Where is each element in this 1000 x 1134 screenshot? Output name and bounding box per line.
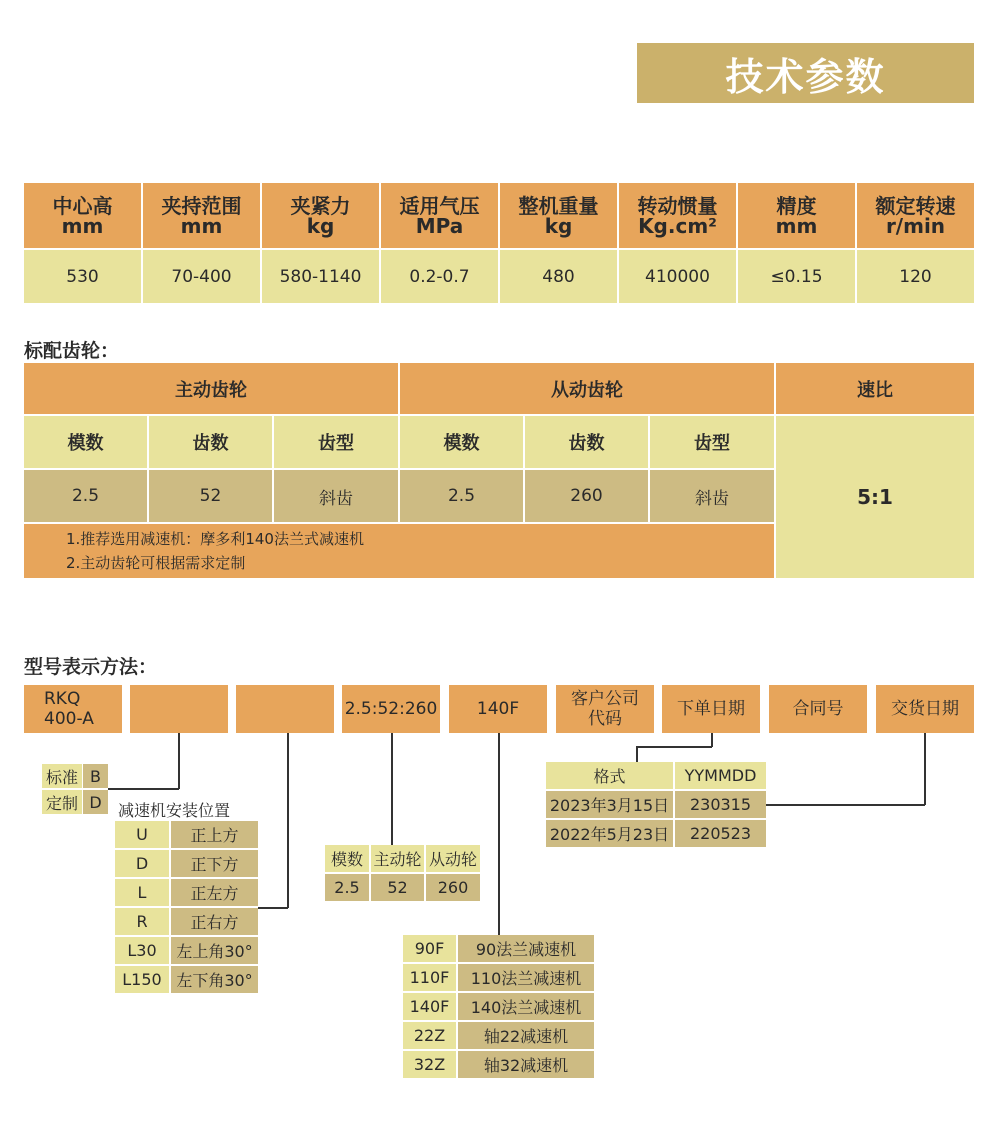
std-label: 定制 <box>42 790 82 814</box>
gear-sub-header: 齿型 <box>274 416 398 468</box>
gear-sub-header: 模数 <box>400 416 523 468</box>
spec-header-rated-speed: 额定转速 r/min <box>857 183 974 248</box>
spec-value: ≤0.15 <box>738 250 855 303</box>
reducer-code: 22Z <box>403 1022 456 1049</box>
model-box-series: RKQ 400-A <box>24 685 122 733</box>
gear-table <box>24 363 974 578</box>
model-box-delivery-date: 交货日期 <box>876 685 974 733</box>
connector-line <box>391 733 393 845</box>
spec-value: 480 <box>500 250 617 303</box>
model-section-label: 型号表示方法： <box>24 656 158 678</box>
mount-desc: 正左方 <box>171 879 258 906</box>
ratio-header: 速比 <box>776 363 974 414</box>
model-box-contract-no: 合同号 <box>769 685 867 733</box>
connector-line <box>636 746 638 762</box>
gear-notes <box>24 524 774 578</box>
spec-value: 410000 <box>619 250 736 303</box>
std-label: 标准 <box>42 764 82 788</box>
gear-mini-header: 模数 <box>325 845 369 872</box>
connector-line <box>924 733 926 805</box>
date-format-table <box>546 762 766 848</box>
gear-mini-header: 从动轮 <box>426 845 480 872</box>
mount-code: L <box>115 879 169 906</box>
gear-note: 2.主动齿轮可根据需求定制 <box>66 554 246 572</box>
connector-line <box>287 733 289 908</box>
reducer-code: 140F <box>403 993 456 1020</box>
date-example: 2022年5月23日 <box>546 820 673 847</box>
reducer-desc: 110法兰减速机 <box>458 964 594 991</box>
spec-table <box>24 183 974 303</box>
connector-line <box>258 907 288 909</box>
gear-sub-header: 齿数 <box>525 416 648 468</box>
std-code: B <box>83 764 108 788</box>
gear-mini-table <box>325 845 480 901</box>
reducer-table <box>403 935 594 1079</box>
gear-section-label: 标配齿轮： <box>24 340 120 362</box>
mount-desc: 左下角30° <box>171 966 258 993</box>
mount-code: L30 <box>115 937 169 964</box>
spec-value: 70-400 <box>143 250 260 303</box>
driven-gear-header: 从动齿轮 <box>400 363 774 414</box>
gear-value: 2.5 <box>24 470 147 522</box>
connector-line <box>711 733 713 747</box>
mount-table <box>115 821 258 995</box>
spec-header-inertia: 转动惯量 Kg.cm² <box>619 183 736 248</box>
spec-header-precision: 精度 mm <box>738 183 855 248</box>
date-code: 220523 <box>675 820 766 847</box>
gear-note: 1.推荐选用减速机：摩多利140法兰式减速机 <box>66 530 364 548</box>
gear-mini-value: 2.5 <box>325 874 369 901</box>
std-code: D <box>83 790 108 814</box>
mount-title: 减速机安装位置 <box>118 801 231 820</box>
connector-line <box>108 788 179 790</box>
gear-sub-header: 模数 <box>24 416 147 468</box>
date-code: 230315 <box>675 791 766 818</box>
connector-line <box>178 733 180 789</box>
spec-value: 0.2-0.7 <box>381 250 498 303</box>
reducer-desc: 轴32减速机 <box>458 1051 594 1078</box>
reducer-code: 110F <box>403 964 456 991</box>
date-format-header: YYMMDD <box>675 762 766 789</box>
driving-gear-header: 主动齿轮 <box>24 363 398 414</box>
gear-value: 260 <box>525 470 648 522</box>
gear-sub-header: 齿数 <box>149 416 272 468</box>
page-title: 技术参数 <box>637 43 974 103</box>
model-box-gear: 2.5:52:260 <box>342 685 440 733</box>
reducer-desc: 140法兰减速机 <box>458 993 594 1020</box>
reducer-code: 90F <box>403 935 456 962</box>
spec-value: 120 <box>857 250 974 303</box>
model-box-customer-code: 客户公司 代码 <box>556 685 654 733</box>
connector-line <box>766 804 925 806</box>
reducer-desc: 90法兰减速机 <box>458 935 594 962</box>
spec-header-air-pressure: 适用气压 MPa <box>381 183 498 248</box>
spec-header-weight: 整机重量 kg <box>500 183 617 248</box>
model-box-order-date: 下单日期 <box>662 685 760 733</box>
model-box-mount <box>236 685 334 733</box>
mount-desc: 正上方 <box>171 821 258 848</box>
mount-desc: 正右方 <box>171 908 258 935</box>
gear-value: 52 <box>149 470 272 522</box>
date-example: 2023年3月15日 <box>546 791 673 818</box>
mount-code: R <box>115 908 169 935</box>
mount-desc: 正下方 <box>171 850 258 877</box>
spec-header-center-height: 中心高 mm <box>24 183 141 248</box>
gear-mini-value: 260 <box>426 874 480 901</box>
spec-header-clamp-force: 夹紧力 kg <box>262 183 379 248</box>
ratio-value: 5:1 <box>776 416 974 578</box>
date-format-header: 格式 <box>546 762 673 789</box>
model-box-reducer: 140F <box>449 685 547 733</box>
gear-value: 斜齿 <box>274 470 398 522</box>
spec-value: 530 <box>24 250 141 303</box>
connector-line <box>636 746 712 748</box>
spec-header-clamp-range: 夹持范围 mm <box>143 183 260 248</box>
reducer-code: 32Z <box>403 1051 456 1078</box>
model-box-standard <box>130 685 228 733</box>
reducer-desc: 轴22减速机 <box>458 1022 594 1049</box>
mount-code: L150 <box>115 966 169 993</box>
gear-sub-header: 齿型 <box>650 416 774 468</box>
gear-value: 2.5 <box>400 470 523 522</box>
mount-desc: 左上角30° <box>171 937 258 964</box>
gear-mini-header: 主动轮 <box>371 845 424 872</box>
mount-code: D <box>115 850 169 877</box>
spec-value: 580-1140 <box>262 250 379 303</box>
mount-code: U <box>115 821 169 848</box>
gear-mini-value: 52 <box>371 874 424 901</box>
connector-line <box>498 733 500 935</box>
gear-value: 斜齿 <box>650 470 774 522</box>
